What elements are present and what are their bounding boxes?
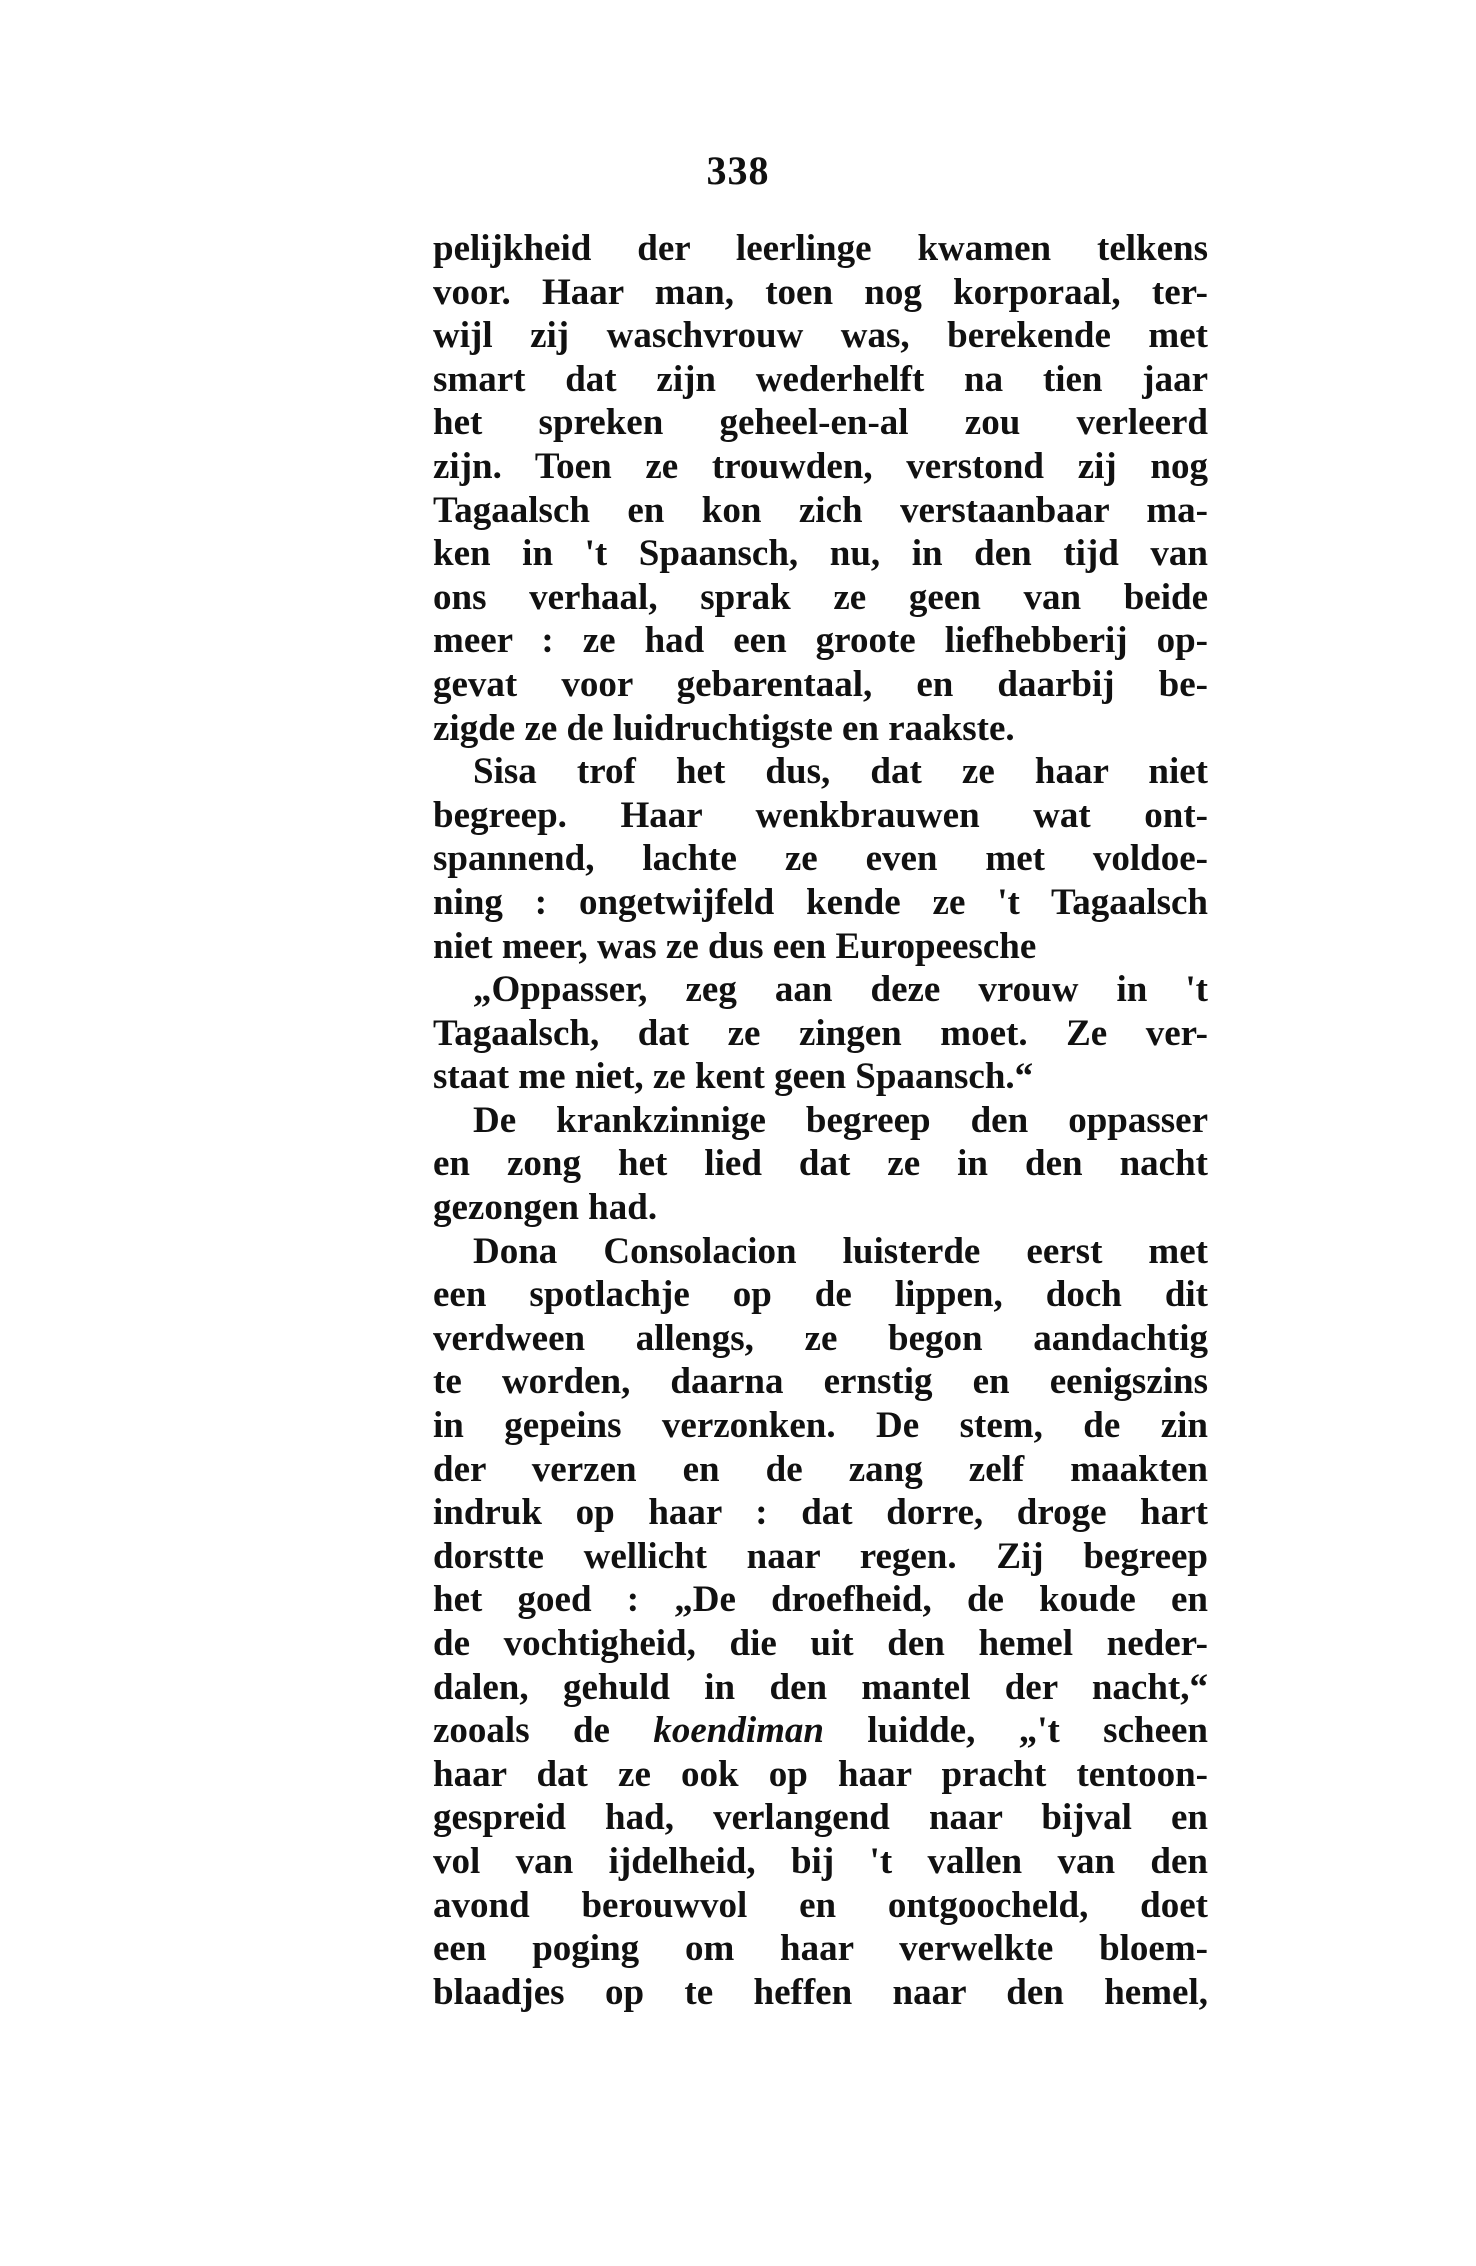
text-line: de vochtigheid, die uit den hemel neder- (433, 1623, 1208, 1664)
text-line: Dona Consolacion luisterde eerst met (473, 1230, 1208, 1272)
text-line: in gepeins verzonken. De stem, de zin (433, 1405, 1208, 1447)
text-line: begreep. Haar wenkbrauwen wat ont- (433, 794, 1208, 836)
text-line: zooals de koendiman luidde, „'t scheen (433, 1710, 1209, 1752)
text-line: ons verhaal, sprak ze geen van beide (433, 576, 1208, 618)
text-line: Tagaalsch en kon zich verstaanbaar ma- (433, 489, 1208, 531)
text-line: Tagaalsch, dat ze zingen moet. Ze ver- (433, 1012, 1208, 1054)
text-line: haar dat ze ook op haar pracht tentoon- (433, 1753, 1208, 1795)
text-line: en zong het lied dat ze in den nacht (433, 1143, 1208, 1185)
text-line: zigde ze de luidruchtigste en raakste. (433, 707, 1015, 749)
text-line: der verzen en de zang zelf maakten (433, 1448, 1208, 1490)
text-line: zijn. Toen ze trouwden, verstond zij nog (433, 445, 1208, 487)
text-line: pelijkheid der leerlinge kwamen telkens (433, 228, 1208, 269)
text-line: het goed : „De droefheid, de koude en (433, 1579, 1208, 1621)
text-line: gezongen had. (433, 1187, 658, 1229)
text-line: De krankzinnige begreep den oppasser (473, 1099, 1208, 1141)
text-line: blaadjes op te heffen naar den hemel, (433, 1971, 1208, 2013)
text-line: „Oppasser, zeg aan deze vrouw in 't (473, 969, 1208, 1011)
text-line: ning : ongetwijfeld kende ze 't Tagaalsch (433, 881, 1208, 923)
text-line: dorstte wellicht naar regen. Zij begreep (433, 1535, 1208, 1577)
text-line: niet meer, was ze dus een Europeesche (433, 925, 1037, 967)
text-line: het spreken geheel-en-al zou verleerd (433, 402, 1208, 444)
text-line: indruk op haar : dat dorre, droge hart (433, 1492, 1208, 1534)
text-line: verdween allengs, ze begon aandachtig (433, 1317, 1208, 1359)
text-line: meer : ze had een groote liefhebberij op- (433, 620, 1208, 662)
body-text (433, 227, 1208, 2014)
text-line: avond berouwvol en ontgoocheld, doet (433, 1884, 1208, 1926)
text-line: ken in 't Spaansch, nu, in den tijd van (433, 533, 1208, 575)
text-line: spannend, lachte ze even met voldoe- (433, 838, 1208, 880)
text-line: voor. Haar man, toen nog korporaal, ter- (433, 271, 1208, 313)
text-line: te worden, daarna ernstig en eenigszins (433, 1361, 1208, 1403)
text-line: gespreid had, verlangend naar bijval en (433, 1797, 1208, 1839)
text-line: vol van ijdelheid, bij 't vallen van den (433, 1840, 1208, 1882)
text-line: smart dat zijn wederhelft na tien jaar (433, 358, 1208, 400)
text-line: gevat voor gebarentaal, en daarbij be- (433, 663, 1208, 705)
text-line: wijl zij waschvrouw was, berekende met (433, 315, 1208, 357)
text-line: staat me niet, ze kent geen Spaansch.“ (433, 1056, 1034, 1098)
text-line: Sisa trof het dus, dat ze haar niet (473, 751, 1208, 793)
text-line: dalen, gehuld in den mantel der nacht,“ (433, 1666, 1208, 1708)
text-line: een poging om haar verwelkte bloem- (433, 1928, 1208, 1970)
text-line: een spotlachje op de lippen, doch dit (433, 1274, 1208, 1316)
page-number: 338 (706, 148, 770, 193)
